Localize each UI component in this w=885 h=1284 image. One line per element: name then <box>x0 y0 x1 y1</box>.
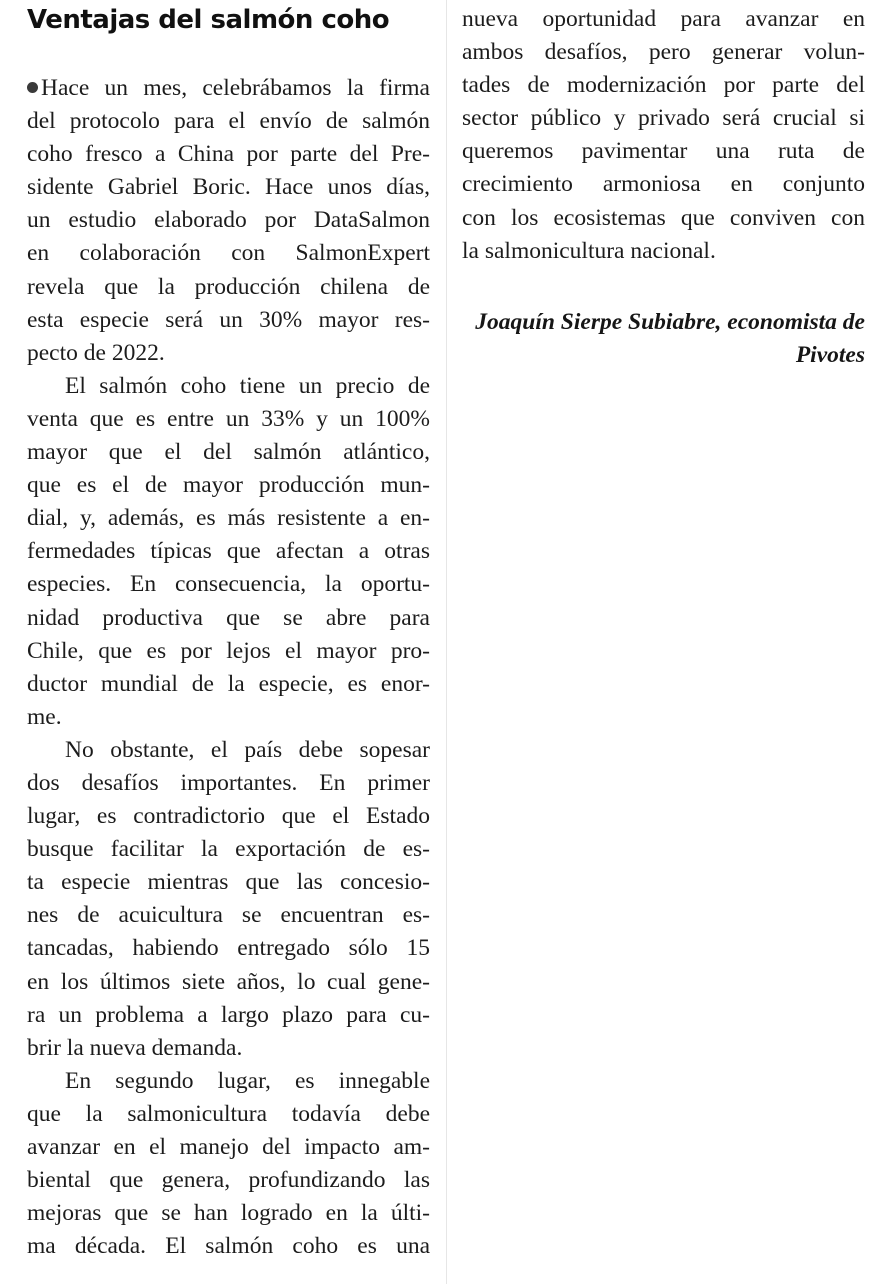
text-line: del protocolo para el envío de salmón <box>27 108 430 135</box>
text-line: coho fresco a China por parte del Pre- <box>27 141 430 168</box>
text-line <box>27 72 430 105</box>
text-line: esta especie será un 30% mayor res- <box>27 306 430 333</box>
text-line: venta que es entre un 33% y un 100% <box>27 405 430 432</box>
text-line: ambos desafíos, pero generar volun- <box>462 39 865 66</box>
text-line: busque facilitar la exportación de es- <box>27 836 430 863</box>
text-line: que la salmonicultura todavía debe <box>27 1100 430 1127</box>
text-line: revela que la producción chilena de <box>27 273 430 300</box>
text-line: lugar, es contradictorio que el Estado <box>27 803 430 830</box>
right-column-text <box>462 3 865 268</box>
text-line: en colaboración con SalmonExpert <box>27 240 430 267</box>
text-line: pecto de 2022. <box>27 339 165 366</box>
column-divider <box>446 0 447 1284</box>
text-line: sector público y privado será crucial si <box>462 105 865 132</box>
text-line: nueva oportunidad para avanzar en <box>462 6 865 32</box>
text-line: tancadas, habiendo entregado sólo 15 <box>27 935 430 962</box>
author-signature: Joaquín Sierpe Subiabre, economista de Pivotes <box>475 309 865 368</box>
text-line: tades de modernización por parte del <box>462 72 865 99</box>
text-line: la salmonicultura nacional. <box>462 237 716 264</box>
left-column-text <box>27 72 430 1263</box>
left-column <box>27 0 430 1260</box>
text-line: brir la nueva demanda. <box>27 1034 243 1061</box>
text-line: En segundo lugar, es innegable <box>65 1067 430 1094</box>
text-line: biental que genera, profundizando las <box>27 1167 430 1194</box>
text-line: El salmón coho tiene un precio de <box>65 372 430 399</box>
text-line: avanzar en el manejo del impacto am- <box>27 1134 430 1160</box>
text-line: fermedades típicas que afectan a otras <box>27 538 430 565</box>
text-line: Chile, que es por lejos el mayor pro- <box>27 637 430 664</box>
text-line: nes de acuicultura se encuentran es- <box>27 902 430 929</box>
text-line: crecimiento armoniosa en conjunto <box>462 171 865 198</box>
text-line: especies. En consecuencia, la oportu- <box>27 571 430 598</box>
text-line: ta especie mientras que las concesio- <box>27 869 430 896</box>
text-line: me. <box>27 703 62 730</box>
text-line: dial, y, además, es más resistente a en- <box>27 505 430 532</box>
text-line: con los ecosistemas que conviven con <box>462 204 865 231</box>
text-line: un estudio elaborado por DataSalmon <box>27 207 430 234</box>
article-headline: Ventajas del salmón coho <box>27 5 390 35</box>
text-line: ductor mundial de la especie, es enor- <box>27 670 430 697</box>
text-line: en los últimos siete años, lo cual gene- <box>27 968 430 995</box>
bullet-icon <box>27 82 38 93</box>
text-line: mejoras que se han logrado en la últi- <box>27 1200 430 1227</box>
text-line-content: Hace un mes, celebrábamos la firma <box>41 75 430 101</box>
text-line: ma década. El salmón coho es una <box>27 1233 430 1260</box>
text-line: que es el de mayor producción mun- <box>27 472 430 499</box>
text-line: sidente Gabriel Boric. Hace unos días, <box>27 174 430 201</box>
text-line: nidad productiva que se abre para <box>27 604 430 631</box>
text-line: mayor que el del salmón atlántico, <box>27 439 430 466</box>
text-line: dos desafíos importantes. En primer <box>27 769 430 796</box>
text-line: queremos pavimentar una ruta de <box>462 138 865 165</box>
text-line: ra un problema a largo plazo para cu- <box>27 1001 430 1028</box>
text-line: No obstante, el país debe sopesar <box>65 736 430 763</box>
